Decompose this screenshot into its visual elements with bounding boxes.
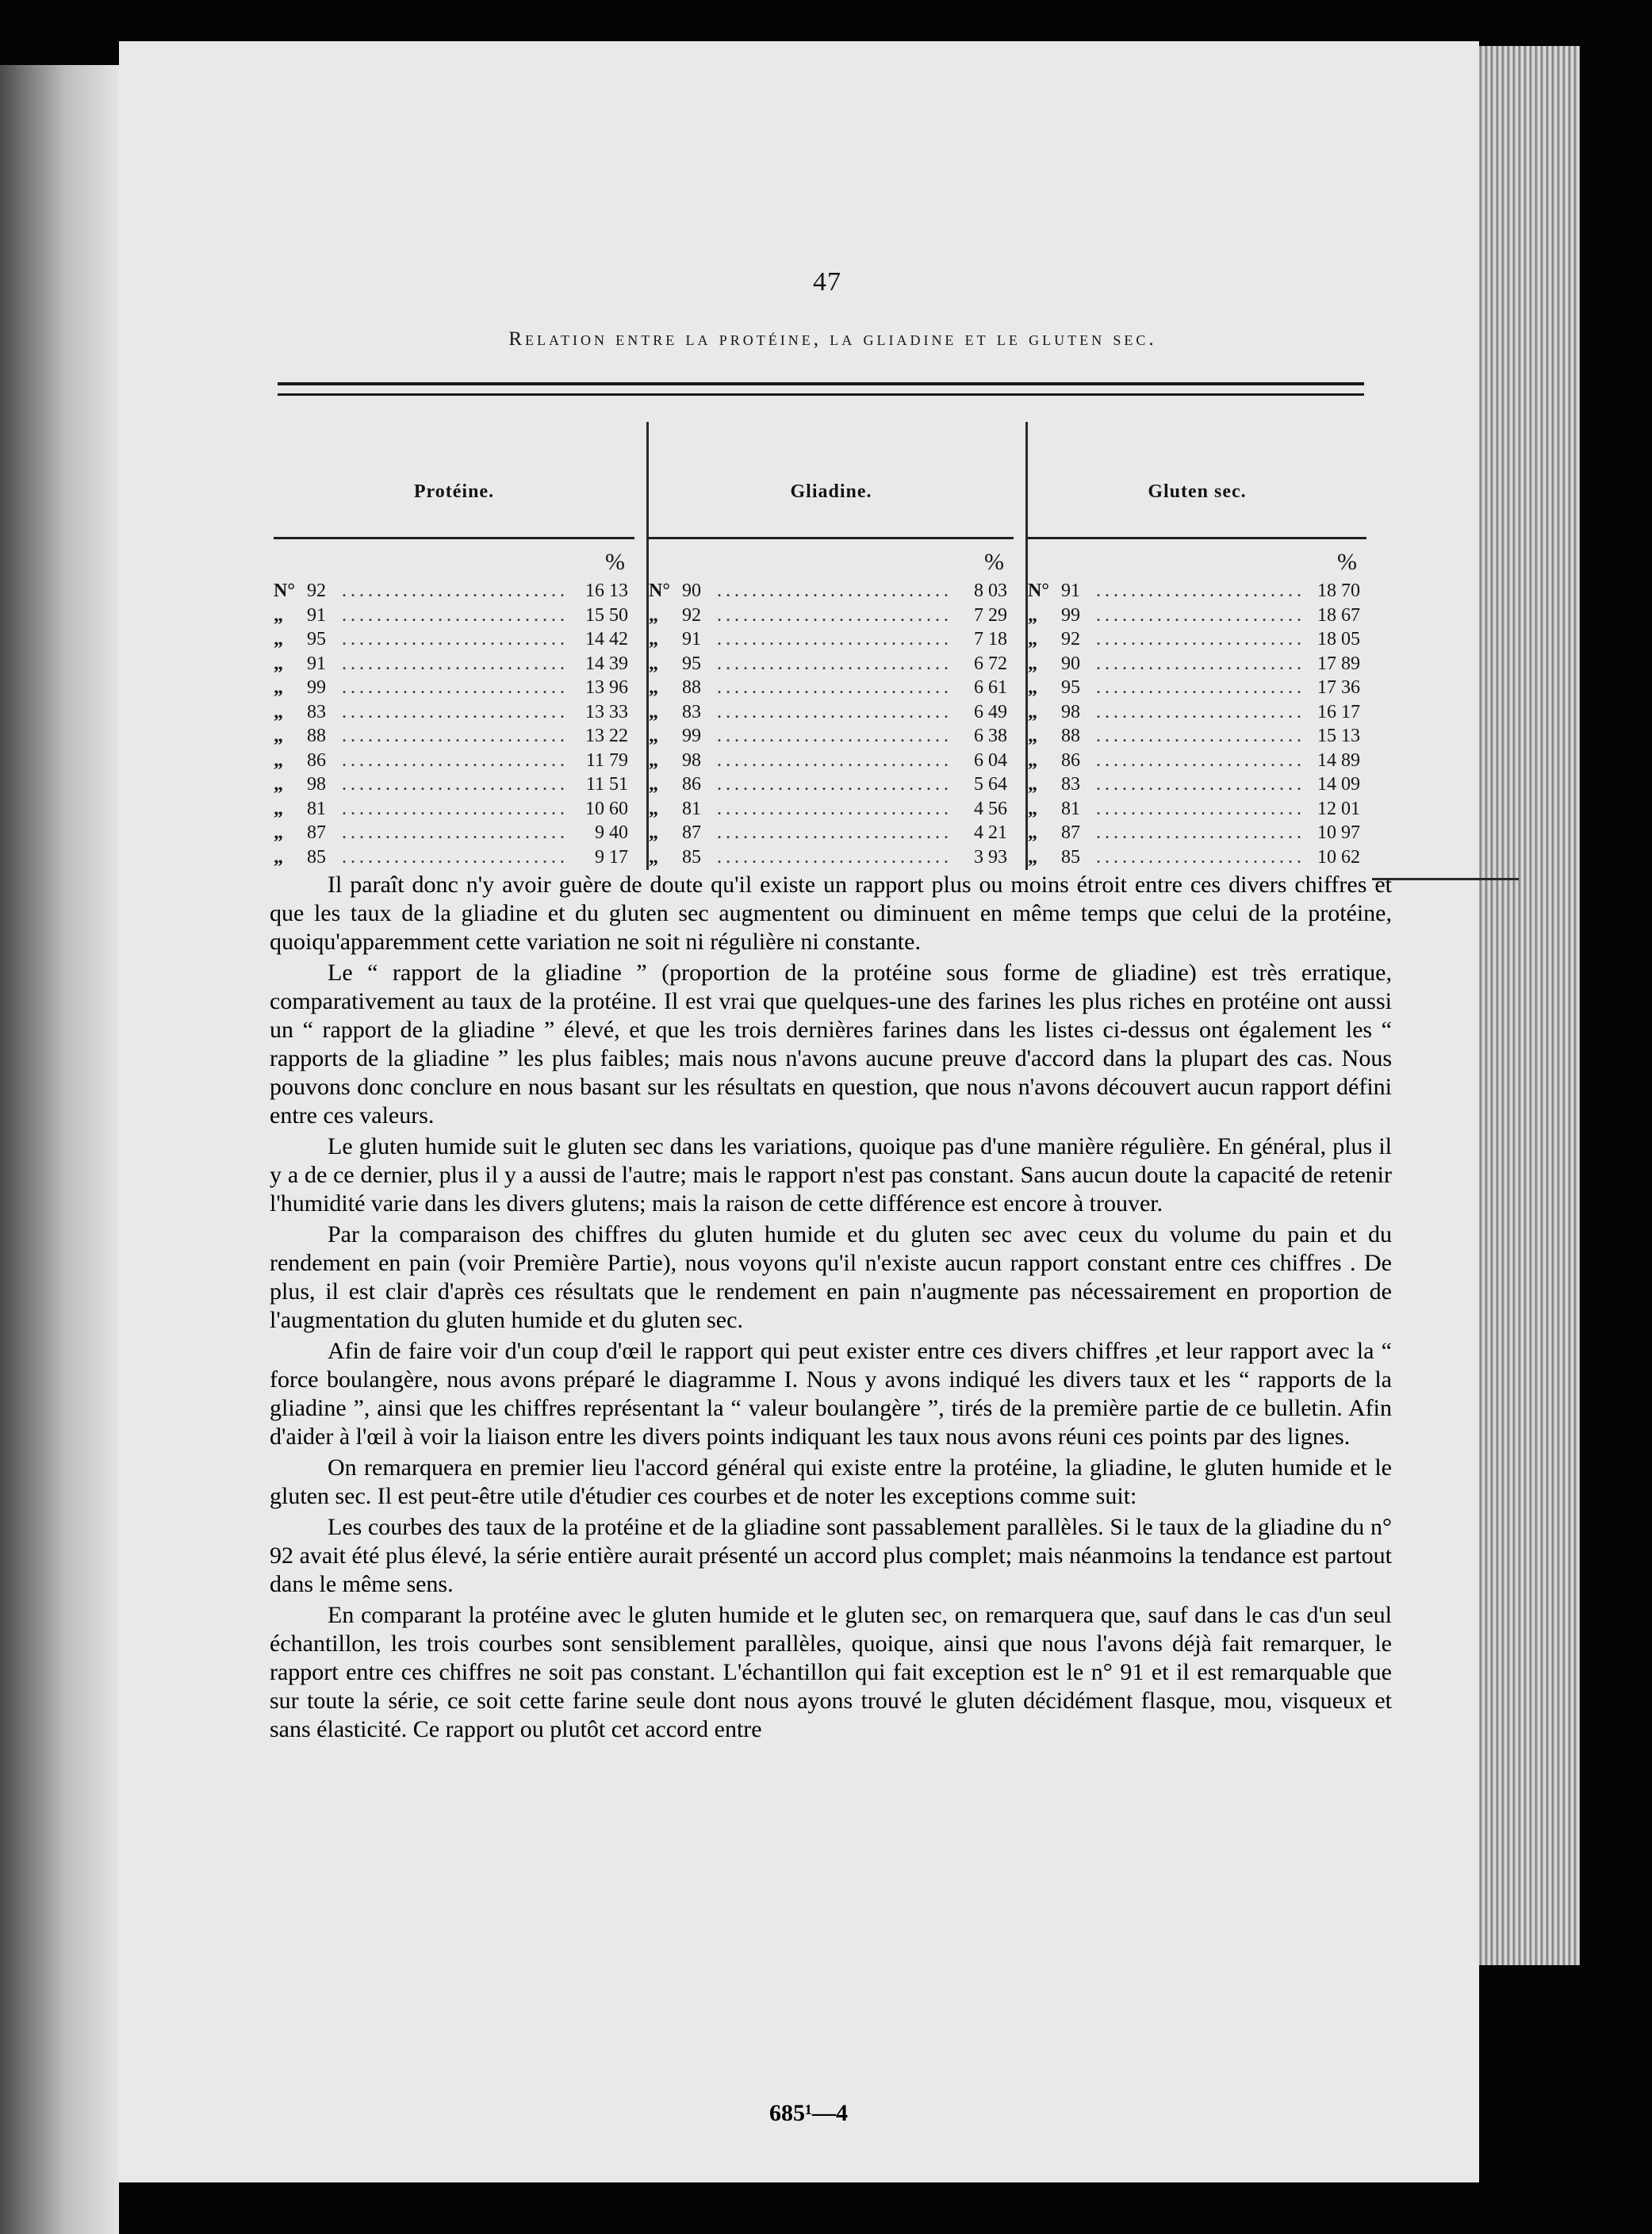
row-prefix: „ [274,701,283,722]
row-value: 4 21 [974,822,1007,843]
row-value: 18 70 [1317,581,1360,601]
sample-number: 88 [1061,726,1080,746]
row-value: 15 50 [585,604,628,626]
row-prefix: „ [649,701,658,722]
sample-number: 91 [307,653,326,674]
row-prefix: „ [1028,701,1037,722]
row-value: 7 18 [974,629,1007,650]
header-rule [1028,537,1366,539]
row-prefix: N° [274,581,295,601]
row-prefix: „ [274,677,283,698]
column-header: Gluten sec. [1148,481,1247,502]
sample-number: 98 [682,749,701,771]
paragraph: Afin de faire voir d'un coup d'œil le rapport qui peut exister entre ces divers chiffres ,et leur rapport avec la “ force boulangère, nous avons préparé le diagramme I. Nous y avons indiqué les divers taux et les “ rapports de la gliadine ”, ainsi que les chiffres représentant la “ valeur boulangère ”, tirés de la première partie de ce bulletin. Afin d'aider à l'œil à voir la liaison entre les divers points indiquant les taux nous avons réuni ces points par des lignes. [270,1338,1392,1450]
leader-dots [717,627,949,652]
sample-number: 91 [1061,581,1080,601]
row-value: 13 96 [585,677,628,698]
leader-dots [342,821,569,845]
row-value: 14 89 [1317,749,1360,771]
row-prefix: „ [649,846,658,868]
leader-dots [1096,652,1301,676]
leader-dots [1096,749,1301,773]
row-value: 16 17 [1317,701,1360,722]
row-value: 6 38 [974,726,1007,746]
sample-number: 83 [307,701,326,722]
row-value: 8 03 [974,581,1007,601]
leader-dots [342,700,569,725]
table-row [649,845,1014,870]
row-value: 5 64 [974,774,1007,795]
row-prefix: „ [649,604,658,626]
row-prefix: „ [649,677,658,698]
leader-dots [1096,627,1301,652]
table-title: Relation entre la protéine, la gliadine et le gluten sec. [508,328,1157,350]
table-row [649,700,1014,725]
row-prefix: „ [1028,604,1037,626]
row-prefix: „ [1028,798,1037,819]
table-row [274,627,634,652]
leader-dots [1096,700,1301,725]
row-prefix: „ [649,629,658,650]
row-prefix: „ [1028,653,1037,674]
leader-dots [717,797,949,822]
paragraph: Le gluten humide suit le gluten sec dans les variations, quoique pas d'une manière régulière. En général, plus il y a de ce dernier, plus il y a aussi de l'autre; mais le rapport n'est pas constant. Sans aucun doute la capacité de retenir l'humidité varie dans les divers glutens; mais la raison de cette différence est encore à trouver. [270,1133,1392,1217]
percent-unit: % [605,549,625,575]
row-prefix: „ [649,822,658,843]
table-row [274,700,634,725]
sample-number: 95 [1061,677,1080,698]
leader-dots [342,724,569,749]
row-prefix: „ [274,604,283,626]
row-prefix: „ [649,774,658,795]
table-row [274,724,634,749]
sample-number: 90 [682,581,701,601]
row-list [274,579,634,869]
row-value: 18 05 [1317,629,1360,650]
sample-number: 81 [1061,798,1080,819]
leader-dots [342,845,569,870]
sample-number: 88 [307,726,326,746]
row-value: 12 01 [1317,798,1360,819]
column-gliadine [646,422,1014,870]
table-row [649,652,1014,676]
row-value: 9 40 [595,822,628,843]
row-value: 10 62 [1317,846,1360,868]
table-row [649,797,1014,822]
leader-dots [717,652,949,676]
sample-number: 86 [1061,749,1080,771]
table-row [1028,749,1366,773]
leader-dots [1096,676,1301,700]
table-row [649,676,1014,700]
leader-dots [1096,797,1301,822]
row-prefix: N° [1028,581,1049,601]
leader-dots [342,797,569,822]
row-prefix: „ [274,798,283,819]
row-value: 18 67 [1317,604,1360,626]
row-value: 11 79 [585,749,628,771]
table-row [1028,821,1366,845]
leader-dots [717,772,949,797]
sample-number: 86 [682,774,701,795]
table-row [1028,772,1366,797]
row-value: 14 42 [585,629,628,650]
row-value: 13 33 [585,701,628,722]
row-value: 14 39 [585,653,628,674]
leader-dots [717,724,949,749]
table-row [274,676,634,700]
row-prefix: „ [1028,677,1037,698]
leader-dots [717,821,949,845]
leader-dots [717,676,949,700]
table-row [1028,797,1366,822]
row-value: 11 51 [585,774,628,795]
row-value: 3 93 [974,846,1007,868]
table-row [649,772,1014,797]
leader-dots [342,604,569,628]
facing-page-edge [0,65,119,2234]
table-row [274,797,634,822]
leader-dots [717,749,949,773]
sample-number: 87 [307,822,326,843]
row-prefix: „ [274,822,283,843]
sample-number: 99 [307,677,326,698]
leader-dots [342,676,569,700]
table-row [649,749,1014,773]
row-value: 16 13 [585,581,628,601]
leader-dots [717,700,949,725]
sample-number: 92 [307,581,326,601]
leader-dots [342,749,569,773]
leader-dots [1096,579,1301,604]
percent-unit: % [984,549,1004,575]
table-row [274,749,634,773]
leader-dots [342,579,569,604]
sample-number: 85 [682,846,701,868]
column-proteine [274,422,634,870]
row-prefix: „ [1028,629,1037,650]
table-row [1028,724,1366,749]
sample-number: 81 [682,798,701,819]
table-row [1028,652,1366,676]
row-prefix: „ [274,846,283,868]
sample-number: 98 [1061,701,1080,722]
paragraph: Il paraît donc n'y avoir guère de doute qu'il existe un rapport plus ou moins étroit entre ces divers chiffres et que les taux de la gliadine et du gluten sec augmentent ou diminuent en même temps que celui de la protéine, quoiqu'apparemment cette variation ne soit ni régulière ni constante. [270,872,1392,955]
table-row [274,772,634,797]
row-prefix: N° [649,581,670,601]
row-prefix: „ [1028,822,1037,843]
column-header: Gliadine. [790,481,872,502]
row-prefix: „ [274,629,283,650]
sample-number: 88 [682,677,701,698]
row-prefix: „ [274,774,283,795]
sample-number: 83 [1061,774,1080,795]
row-value: 7 29 [974,604,1007,626]
sample-number: 86 [307,749,326,771]
row-prefix: „ [1028,726,1037,746]
sample-number: 85 [1061,846,1080,868]
table-row [649,579,1014,604]
row-list [649,579,1014,869]
leader-dots [1096,821,1301,845]
sample-number: 99 [682,726,701,746]
row-prefix: „ [649,653,658,674]
row-value: 10 97 [1317,822,1360,843]
table-row [274,845,634,870]
table-bottom-rule [1372,878,1519,880]
leader-dots [1096,724,1301,749]
sample-number: 83 [682,701,701,722]
printer-signature: 685¹—4 [769,2100,848,2126]
leader-dots [717,604,949,628]
sample-number: 85 [307,846,326,868]
sample-number: 87 [682,822,701,843]
sample-number: 87 [1061,822,1080,843]
sample-number: 99 [1061,604,1080,626]
column-gluten-sec [1025,422,1366,870]
table-row [274,604,634,628]
sample-number: 92 [682,604,701,626]
header-rule [649,537,1014,539]
row-prefix: „ [1028,749,1037,771]
leader-dots [717,579,949,604]
paragraph: Par la comparaison des chiffres du gluten humide et du gluten sec avec ceux du volume du pain et du rendement en pain (voir Première Partie), nous voyons qu'il n'existe aucun rapport constant entre ces chiffres . De plus, il est clair d'après ces résultats que le rendement en pain n'augmente pas nécessairement en proportion de l'augmentation du gluten humide et du gluten sec. [270,1221,1392,1333]
leader-dots [1096,604,1301,628]
sample-number: 91 [682,629,701,650]
sample-number: 92 [1061,629,1080,650]
row-value: 13 22 [585,726,628,746]
table-row [1028,627,1366,652]
row-value: 6 61 [974,677,1007,698]
row-value: 9 17 [595,846,628,868]
table-row [1028,604,1366,628]
book-page-edges [1477,46,1580,1965]
row-value: 6 72 [974,653,1007,674]
body-text [270,871,1392,1746]
table-row [1028,676,1366,700]
paragraph: Le “ rapport de la gliadine ” (proportion de la protéine sous forme de gliadine) est très erratique, comparativement au taux de la protéine. Il est vrai que quelques-une des farines les plus riches en protéine ont aussi un “ rapport de la gliadine ” élevé, et que les trois dernières farines dans les listes ci-dessus ont également les “ rapports de la gliadine ” les plus faibles; mais nous n'avons aucune preuve d'accord dans la plupart des cas. Nous pouvons donc conclure en nous basant sur les résultats en question, que nous n'avons découvert aucun rapport défini entre ces valeurs. [270,960,1392,1128]
sample-number: 95 [307,629,326,650]
table-row [1028,845,1366,870]
row-value: 10 60 [585,798,628,819]
leader-dots [342,652,569,676]
paragraph: Les courbes des taux de la protéine et de la gliadine sont passablement parallèles. Si le taux de la gliadine du n° 92 avait été plus élevé, la série entière aurait présenté un accord plus complet; mais néanmoins la tendance est partout dans le même sens. [270,1514,1392,1597]
row-value: 15 13 [1317,726,1360,746]
leader-dots [717,845,949,870]
row-prefix: „ [1028,846,1037,868]
row-prefix: „ [274,726,283,746]
title-double-rule [278,382,1364,396]
percent-unit: % [1337,549,1357,575]
table-row [274,652,634,676]
row-value: 6 04 [974,749,1007,771]
row-prefix: „ [274,749,283,771]
table-row [649,724,1014,749]
header-rule [274,537,634,539]
row-value: 6 49 [974,701,1007,722]
row-list [1028,579,1366,869]
row-value: 14 09 [1317,774,1360,795]
row-prefix: „ [649,749,658,771]
row-prefix: „ [1028,774,1037,795]
table-row [649,604,1014,628]
leader-dots [1096,845,1301,870]
leader-dots [342,772,569,797]
row-value: 17 89 [1317,653,1360,674]
sample-number: 90 [1061,653,1080,674]
leader-dots [1096,772,1301,797]
table-row [1028,579,1366,604]
table-row [649,821,1014,845]
sample-number: 91 [307,604,326,626]
sample-number: 81 [307,798,326,819]
table-row [1028,700,1366,725]
table-row [274,579,634,604]
page-number: 47 [813,267,841,297]
row-value: 4 56 [974,798,1007,819]
paragraph: On remarquera en premier lieu l'accord général qui existe entre la protéine, la gliadine, le gluten humide et le gluten sec. Il est peut-être utile d'étudier ces courbes et de noter les exceptions comme suit: [270,1454,1392,1509]
row-prefix: „ [274,653,283,674]
sample-number: 95 [682,653,701,674]
table-row [274,821,634,845]
leader-dots [342,627,569,652]
row-prefix: „ [649,726,658,746]
table-row [649,627,1014,652]
row-prefix: „ [649,798,658,819]
paragraph: En comparant la protéine avec le gluten humide et le gluten sec, on remarquera que, sauf dans le cas d'un seul échantillon, les trois courbes sont sensiblement parallèles, quoique, ainsi que nous l'avons déjà fait remarquer, le rapport entre ces chiffres ne soit pas constant. L'échantillon qui fait exception est le n° 91 et il est remarquable que sur toute la série, ce soit cette farine seule dont nous ayons trouvé le gluten décidément flasque, mou, visqueux et sans élasticité. Ce rapport ou plutôt cet accord entre [270,1602,1392,1742]
sample-number: 98 [307,774,326,795]
row-value: 17 36 [1317,677,1360,698]
column-header: Protéine. [413,481,495,502]
